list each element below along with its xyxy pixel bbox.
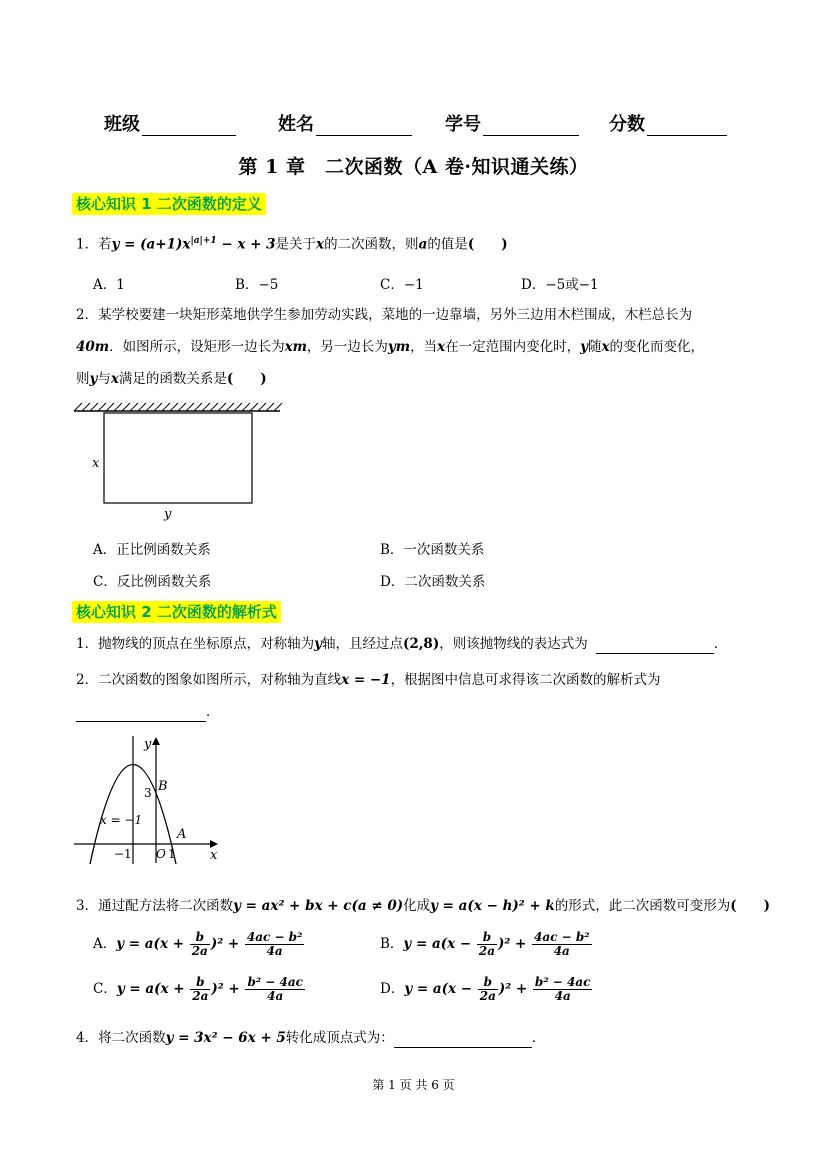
s1-q1-var-x: x [316,236,325,253]
s1-q2-t9: 满足的函数关系是 [118,371,227,387]
s2-q3-c-frac1-num: b [190,976,210,990]
section-1-heading: 核心知识 1 二次函数的定义 [72,193,266,215]
s1-q2-option-a[interactable]: A．正比例函数关系 [93,542,211,558]
s2-q3-b-mid: )² + [498,936,532,952]
s2-q2-end: ． [206,704,220,720]
s1-q2-40m: 40m [76,339,110,355]
s1-q2-t5: 随 [587,339,602,355]
s1-q2-x3: x [110,371,119,387]
fig-x-label: x [210,848,218,863]
s1-q2-y2: y [89,371,98,387]
rectangle-garden-figure [72,400,287,525]
s1-q2-line2 [76,337,704,357]
fig-y-label: y [144,737,152,752]
s2-q3-c-pre: y = a(x + [116,981,190,997]
s2-q3-a-mid: )² + [210,936,244,952]
class-blank[interactable] [142,117,236,136]
s2-q3-c-frac1-den: 2a [192,989,209,1003]
s2-q3-option-a[interactable] [93,931,305,958]
fig-axis-equation: x = −1 [100,813,143,827]
s2-q4 [76,1028,545,1048]
number-field [445,110,579,136]
score-blank[interactable] [647,117,727,136]
s2-q2-t2: ，根据图中信息可求得该二次函数的解析式为 [390,672,661,688]
s2-q3-option-c[interactable] [93,976,306,1003]
s2-q4-t1: 4．将二次函数 [76,1030,166,1046]
s1-q1-option-c[interactable]: C．−1 [380,277,424,293]
s2-q4-answer-blank[interactable] [394,1031,532,1048]
s1-q1-expr2: − x + 3 [216,236,276,253]
s2-q2-t1: 2．二次函数的图象如图所示，对称轴为直线 [76,672,342,688]
s2-q3-b-pre: y = a(x − [403,936,476,952]
class-label: 班级 [104,114,140,135]
s2-q2-expr: x = −1 [341,672,391,688]
s1-q2-line3 [76,369,267,389]
s2-q3 [76,896,770,916]
s2-q4-t2: 转化成顶点式为： [285,1030,394,1046]
s2-q3-a-frac2-num: 4ac − b² [246,930,303,944]
s2-q3-t3: 的形式，此二次函数可变形为 [554,898,731,914]
s1-q2-line1: 2．某学校要建一块矩形菜地供学生参加劳动实践，菜地的一边靠墙，另外三边用木栏围成，木栏总长为 [76,307,693,323]
name-label: 姓名 [278,114,314,135]
s2-q3-d-frac1 [478,976,498,1003]
s2-q1-t3: ，则该抛物线的表达式为 [439,636,588,652]
s2-q1-end: ． [713,636,728,652]
number-blank[interactable] [483,117,579,136]
s2-q3-c-mid: )² + [211,981,245,997]
s2-q3-d-frac1-den: 2a [479,989,496,1003]
s1-q1-expr: y = (a+1)x [111,236,191,253]
s1-q1-answer-paren: ( ) [467,236,508,253]
s1-q1-var-a: a [418,236,428,253]
s2-q1-t2: 轴，且经过点 [321,636,403,652]
s1-q2-t3: ，当 [410,339,438,355]
figure-x-label: x [92,456,100,471]
x-axis-arrow [210,840,218,848]
name-field [278,110,412,136]
fig-point-b: B [158,779,168,794]
s2-q3-c-frac1 [190,976,210,1003]
s2-q1-y: y [314,636,322,652]
s1-q1-option-b[interactable]: B．−5 [235,277,279,293]
s2-q3-option-d[interactable] [380,976,593,1003]
wall-hatching [74,403,282,411]
s2-q3-t2: 化成 [403,898,431,914]
page-footer: 第 1 页 共 6 页 [372,1078,455,1092]
s2-q1 [76,634,727,654]
s2-q3-b-frac2-den: 4a [553,944,570,958]
score-field [609,110,727,136]
s2-q3-d-label: D． [380,981,405,997]
s2-q3-option-b[interactable] [380,931,593,958]
s2-q3-a-label: A． [93,936,117,952]
s1-q1-text2: 的二次函数，则 [324,236,419,253]
s2-q3-a-frac1-num: b [190,931,210,945]
s1-q2-t1: ．如图所示，设矩形一边长为 [109,339,285,355]
s2-q1-t1: 1．抛物线的顶点在坐标原点，对称轴为 [76,636,315,652]
s2-q3-d-frac1-num: b [478,976,498,990]
s2-q3-t1: 3．通过配方法将二次函数 [76,898,234,914]
s2-q4-end: ． [531,1030,546,1046]
s1-q2-xm: xm [284,339,307,355]
fig-origin: O [156,847,166,861]
s2-q3-d-mid: )² + [498,981,532,997]
s1-q2-t8: 与 [97,371,111,387]
s2-q3-expr2: y = a(x − h)² + k [430,898,555,914]
s2-q3-d-pre: y = a(x − [404,981,477,997]
page-title: 第 1 章 二次函数（A 卷·知识通关练） [238,156,589,178]
s2-q2-answer-blank[interactable] [76,705,206,722]
s2-q3-b-frac2 [532,931,592,958]
s1-q2-t6: 的变化而变化， [609,339,705,355]
s2-q2 [76,670,661,690]
garden-rectangle [104,413,252,503]
s2-q3-c-frac2-den: 4a [267,989,284,1003]
s1-q1-num: 1．若 [76,236,112,253]
s2-q3-a-frac2-den: 4a [266,944,283,958]
s2-q3-b-frac1-num: b [477,931,497,945]
s2-q3-a-frac1 [190,931,210,958]
score-label: 分数 [609,114,645,135]
s2-q3-c-frac2-num: b² − 4ac [247,975,303,989]
name-blank[interactable] [316,117,412,136]
figure-y-label: y [164,507,172,522]
s2-q3-b-frac1-den: 2a [478,944,495,958]
class-field [104,110,236,136]
number-label: 学号 [445,114,481,135]
s2-q3-c-frac2 [245,976,305,1003]
y-axis-arrow [152,737,160,745]
s2-q3-expr1: y = ax² + bx + c(a ≠ 0) [233,898,404,914]
s2-q1-answer-blank[interactable] [596,637,714,654]
s1-q2-x2: x [601,339,610,355]
s1-q2-option-d[interactable]: D．二次函数关系 [380,574,486,590]
s1-q1-exponent: |a|+1 [190,236,217,246]
s2-q3-a-frac2 [245,931,305,958]
fig-label-1: 1 [168,847,176,861]
section-2-heading: 核心知识 2 二次函数的解析式 [72,601,281,623]
s2-q3-b-frac2-num: 4ac − b² [534,930,590,944]
s1-q2-answer-paren: ( ) [226,371,267,387]
s1-q2-t7: 则 [76,371,90,387]
s2-q3-d-frac2-num: b² − 4ac [534,975,591,989]
s1-q2-y1: y [580,339,588,355]
s2-q1-point: (2,8) [402,636,440,652]
parabola-figure [72,728,232,868]
s2-q3-answer-paren: ( ) [730,898,771,914]
s1-q2-ym: ym [387,339,411,355]
s2-q2-answer-line [76,702,220,722]
s1-q1-option-a[interactable]: A．1 [93,277,125,293]
fig-point-a: A [177,827,187,842]
s2-q3-d-frac2-den: 4a [554,989,571,1003]
s1-q1-text3: 的值是 [427,236,468,253]
s2-q3-a-frac1-den: 2a [191,944,208,958]
s1-q2-option-c[interactable]: C．反比例函数关系 [93,574,212,590]
s1-q2-option-b[interactable]: B．一次函数关系 [380,542,485,558]
s2-q3-b-label: B． [380,936,404,952]
s1-q2-t4: 在一定范围内变化时， [445,339,581,355]
s2-q3-b-frac1 [477,931,497,958]
s1-q1-option-d[interactable]: D．−5或−1 [521,277,599,293]
s2-q3-c-label: C． [93,981,117,997]
s2-q3-d-frac2 [533,976,593,1003]
s2-q4-expr: y = 3x² − 6x + 5 [165,1030,286,1046]
s1-q2-t2: ，另一边长为 [306,339,388,355]
s2-q3-a-pre: y = a(x + [116,936,189,952]
s1-q2-x1: x [437,339,446,355]
s1-q1 [76,231,508,255]
fig-label-neg1: −1 [114,847,132,861]
s1-q1-text1: 是关于 [275,236,316,253]
fig-label-3: 3 [144,786,152,800]
